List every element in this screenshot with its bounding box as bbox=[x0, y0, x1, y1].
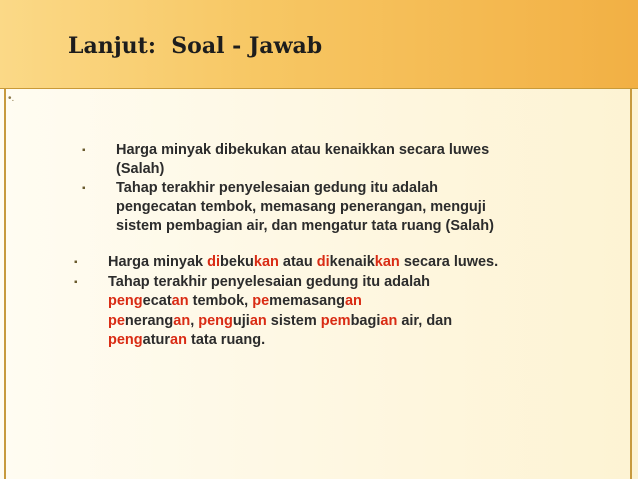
frame-border-left bbox=[4, 88, 6, 479]
corrected-item bbox=[74, 273, 568, 351]
word-text: memasang bbox=[269, 293, 345, 309]
slide-title: Lanjut: Soal - Jawab bbox=[68, 33, 323, 59]
statement-line: Harga minyak dibekukan atau kenaikkan secara luwes bbox=[116, 142, 490, 158]
word-text: tata ruang. bbox=[186, 332, 266, 348]
affix-highlight: pem bbox=[320, 312, 351, 329]
affix-highlight: an bbox=[380, 312, 398, 329]
word-text: secara luwes. bbox=[399, 254, 499, 270]
word-text: atau bbox=[278, 254, 317, 270]
title-bar bbox=[0, 0, 638, 89]
corrected-item bbox=[74, 253, 568, 273]
square-bullet-icon: ▪ bbox=[74, 276, 78, 288]
affix-highlight: pe bbox=[252, 293, 270, 309]
word-text: , bbox=[190, 312, 199, 329]
corrected-line bbox=[108, 253, 568, 273]
square-bullet-icon: ▪ bbox=[82, 145, 86, 156]
affix-highlight: an bbox=[171, 293, 189, 309]
statement-list bbox=[82, 141, 556, 236]
corrected-line bbox=[108, 292, 568, 312]
statement-item bbox=[82, 141, 556, 179]
affix-highlight: peng bbox=[108, 293, 143, 309]
word-text: sistem bbox=[266, 312, 321, 329]
statement-line: sistem pembagian air, dan mengatur tata ruang (Salah) bbox=[116, 218, 494, 234]
corrected-line bbox=[108, 273, 568, 293]
affix-highlight: kan bbox=[374, 254, 400, 270]
affix-highlight: di bbox=[207, 254, 221, 270]
affix-highlight: an bbox=[249, 312, 267, 329]
word-text: Tahap terakhir penyelesaian gedung itu adalah bbox=[108, 273, 431, 290]
statement-line: pengecatan tembok, memasang penerangan, menguji bbox=[116, 199, 486, 215]
affix-highlight: peng bbox=[108, 332, 143, 348]
affix-highlight: an bbox=[173, 312, 191, 329]
corrected-line bbox=[108, 331, 568, 351]
statement-line: Tahap terakhir penyelesaian gedung itu adalah bbox=[116, 180, 439, 196]
word-text: atur bbox=[142, 332, 171, 348]
word-text: beku bbox=[220, 254, 254, 270]
word-text: air, dan bbox=[397, 312, 453, 329]
affix-highlight: an bbox=[170, 332, 187, 348]
word-text: uji bbox=[232, 312, 250, 329]
corner-mark: •. bbox=[8, 93, 15, 104]
affix-highlight: di bbox=[316, 254, 330, 270]
word-text: kenaik bbox=[329, 254, 375, 270]
frame-border-right bbox=[630, 88, 632, 479]
corrected-list bbox=[74, 253, 568, 351]
affix-highlight: an bbox=[344, 293, 362, 309]
corrected-line bbox=[108, 312, 568, 332]
word-text: ecat bbox=[142, 293, 172, 309]
affix-highlight: peng bbox=[198, 312, 233, 329]
square-bullet-icon: ▪ bbox=[74, 257, 78, 268]
word-text: tembok, bbox=[188, 293, 253, 309]
statement-line: (Salah) bbox=[116, 161, 165, 177]
word-text: Harga minyak bbox=[108, 254, 208, 270]
word-text: bagi bbox=[350, 312, 381, 329]
square-bullet-icon: ▪ bbox=[82, 183, 86, 194]
affix-highlight: kan bbox=[253, 254, 279, 270]
affix-highlight: pe bbox=[108, 312, 125, 329]
statement-item bbox=[82, 179, 556, 236]
word-text: nerang bbox=[124, 312, 174, 329]
